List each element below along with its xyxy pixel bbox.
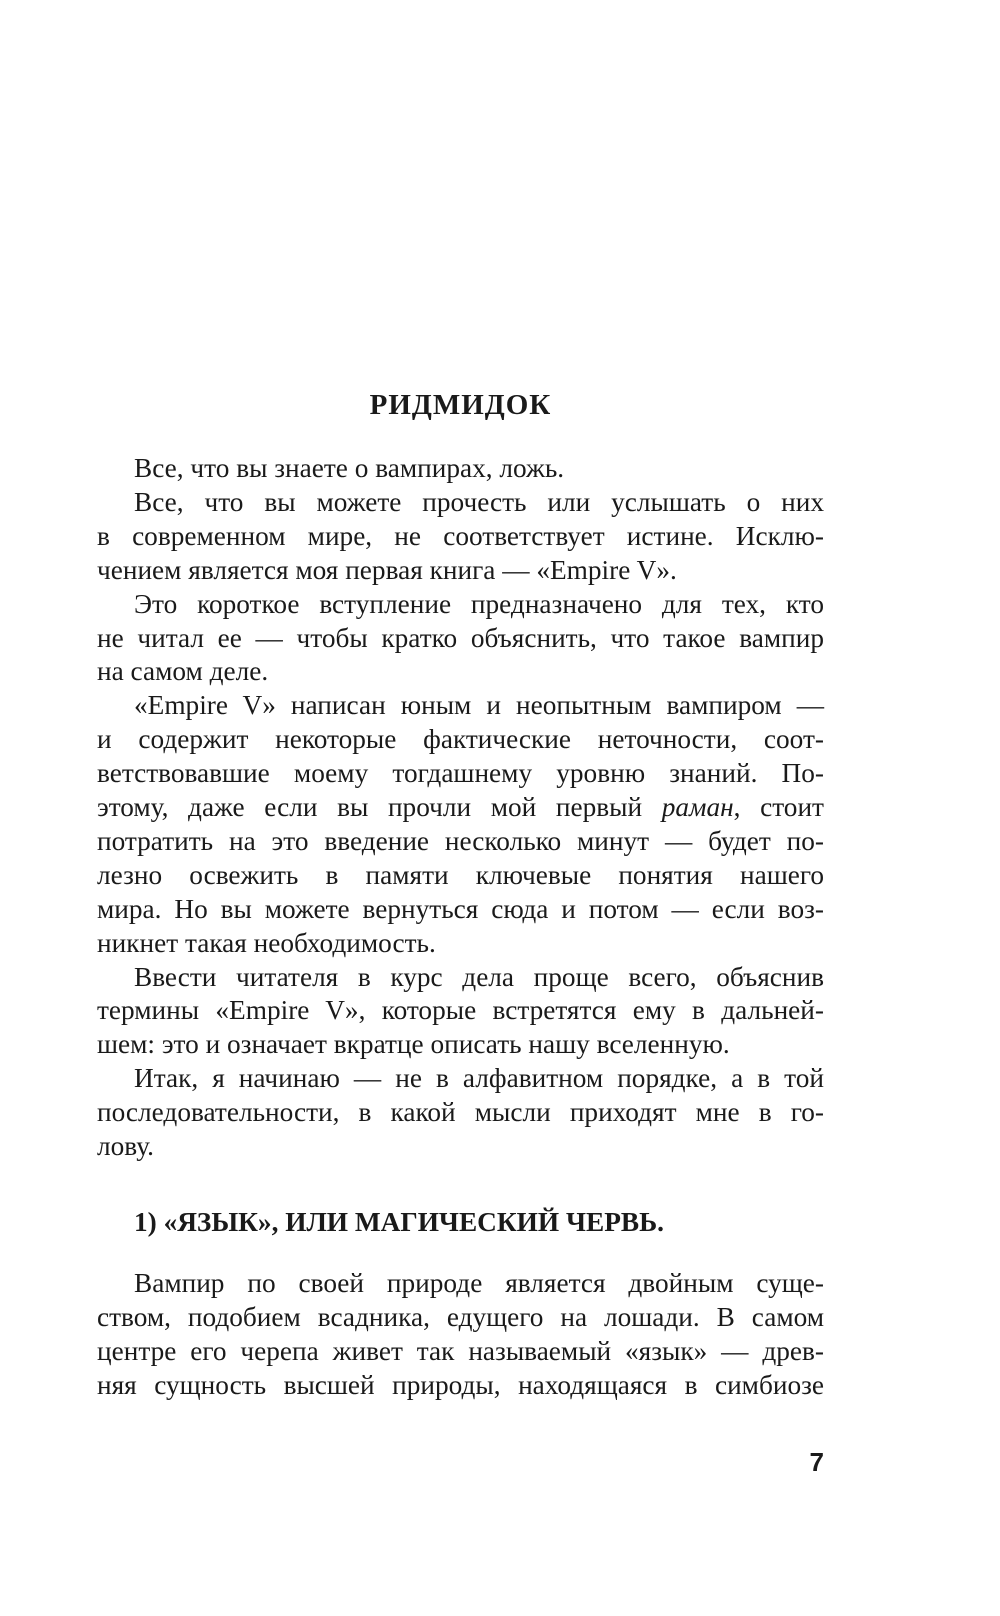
text-line: последовательности, в какой мысли приходят мне в го- [97,1097,824,1128]
text-line: Это короткое вступление предназначено для тех, кто [134,588,824,619]
text-line: и содержит некоторые фактические неточности, соот- [97,724,824,755]
text-line: центре его черепа живет так называемый «язык» — древ- [97,1335,824,1366]
text-line: чением является моя первая книга — «Empire V». [97,554,677,585]
text-line: лезно освежить в памяти ключевые понятия нашего [97,859,824,890]
text-line: Итак, я начинаю — не в алфавитном порядке, а в той [134,1063,824,1094]
text-line: ством, подобием всадника, едущего на лошади. В самом [97,1301,824,1332]
text-line: Ввести читателя в курс дела проще всего, объяснив [134,961,824,992]
section-heading: 1) «ЯЗЫК», ИЛИ МАГИЧЕСКИЙ ЧЕРВЬ. [134,1207,664,1237]
text-line: лову. [97,1131,154,1161]
text-line: термины «Empire V», которые встретятся ему в дальней- [97,995,824,1026]
text-line: Вампир по своей природе является двойным суще- [134,1268,824,1298]
text-line: потратить на это введение несколько минут — будет по- [97,825,824,856]
italic-word: раман [661,792,734,822]
text-line: Все, что вы знаете о вампирах, ложь. [134,453,565,483]
page-title: РИДМИДОК [369,389,552,421]
text-line: Все, что вы можете прочесть или услышать о них [134,486,824,517]
text-line: этому, даже если вы прочли мой первый раман, стоит [97,792,824,822]
text-line: «Empire V» написан юным и неопытным вампиром — [134,690,824,721]
text-line: мира. Но вы можете вернуться сюда и потом — если воз- [97,893,824,924]
page-number: 7 [809,1447,824,1477]
text-line: шем: это и означает вкратце описать нашу вселенную. [97,1029,730,1060]
text-line: няя сущность высшей природы, находящаяся в симбиозе [97,1369,824,1400]
text-line: не читал ее — чтобы кратко объяснить, что такое вампир [97,622,824,653]
text-line: никнет такая необходимость. [97,927,436,958]
text-line: в современном мире, не соответствует истине. Исклю- [97,520,824,551]
text-line: ветствовавшие моему тогдашнему уровню знаний. По- [97,758,824,789]
text-line: на самом деле. [97,656,269,687]
